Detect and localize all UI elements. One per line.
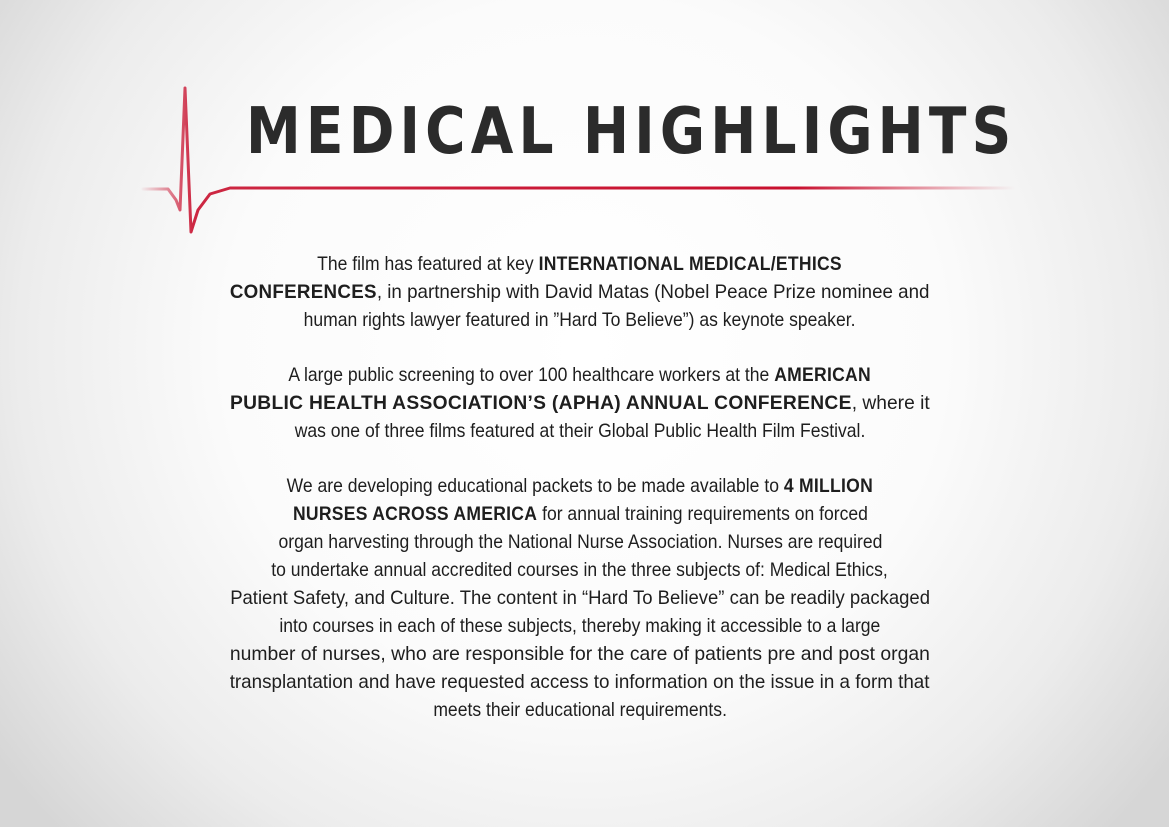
content-body bbox=[210, 250, 950, 751]
text-line bbox=[210, 500, 950, 528]
highlight-text: AMERICAN bbox=[774, 364, 872, 386]
highlight-text: 4 MILLION bbox=[784, 475, 874, 497]
page-title: MEDICAL HIGHLIGHTS bbox=[246, 95, 1017, 169]
paragraph-1 bbox=[210, 250, 950, 334]
body-text: for annual training requirements on forced bbox=[536, 503, 868, 525]
body-text: A large public screening to over 100 healthcare workers at the bbox=[288, 364, 775, 386]
text-line bbox=[210, 361, 950, 389]
paragraph-2 bbox=[210, 361, 950, 445]
body-text: was one of three films featured at their Global Public Health Film Festival. bbox=[294, 420, 866, 442]
body-text: , in partnership with David Matas (Nobel Peace Prize nominee and bbox=[377, 281, 930, 303]
text-line bbox=[210, 640, 950, 668]
highlight-text: INTERNATIONAL MEDICAL/ETHICS bbox=[539, 253, 843, 275]
body-text: organ harvesting through the National Nurse Association. Nurses are required bbox=[278, 531, 882, 553]
paragraph-3 bbox=[210, 472, 950, 724]
body-text: into courses in each of these subjects, thereby making it accessible to a large bbox=[279, 615, 881, 637]
body-text: transplantation and have requested access to information on the issue in a form that bbox=[230, 671, 930, 693]
body-text: , where it bbox=[851, 392, 930, 414]
text-line bbox=[210, 612, 950, 640]
text-line bbox=[210, 668, 950, 696]
body-text: human rights lawyer featured in ”Hard To Believe”) as keynote speaker. bbox=[304, 309, 856, 331]
text-line bbox=[210, 389, 950, 417]
body-text: number of nurses, who are responsible for the care of patients pre and post organ bbox=[229, 643, 931, 665]
body-text: Patient Safety, and Culture. The content in “Hard To Believe” can be readily packaged bbox=[230, 587, 930, 609]
body-text: The film has featured at key bbox=[317, 253, 540, 275]
text-line bbox=[210, 528, 950, 556]
text-line bbox=[210, 696, 950, 724]
text-line bbox=[210, 250, 950, 278]
body-text: to undertake annual accredited courses in the three subjects of: Medical Ethics, bbox=[271, 559, 889, 581]
text-line bbox=[210, 556, 950, 584]
text-line bbox=[210, 278, 950, 306]
highlight-text: NURSES ACROSS AMERICA bbox=[292, 503, 537, 525]
text-line bbox=[210, 584, 950, 612]
text-line bbox=[210, 472, 950, 500]
text-line bbox=[210, 306, 950, 334]
highlight-text: PUBLIC HEALTH ASSOCIATION’S (APHA) ANNUAL CONFERENCE bbox=[230, 392, 852, 414]
highlight-text: CONFERENCES bbox=[230, 281, 378, 303]
body-text: We are developing educational packets to be made available to bbox=[286, 475, 785, 497]
body-text: meets their educational requirements. bbox=[433, 699, 727, 721]
text-line bbox=[210, 417, 950, 445]
